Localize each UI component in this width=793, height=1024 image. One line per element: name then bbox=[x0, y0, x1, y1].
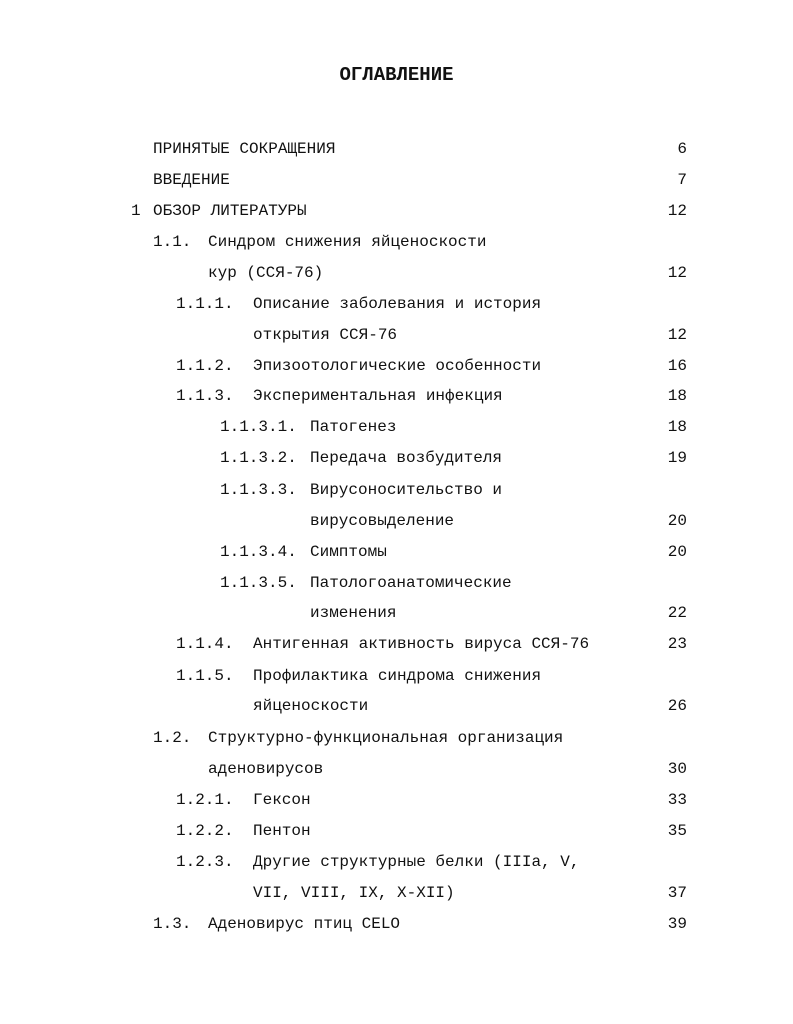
toc-entry-text: ВВЕДЕНИЕ bbox=[153, 171, 230, 189]
toc-entry-text: Патологоанатомические bbox=[310, 574, 512, 592]
toc-entry-text: Описание заболевания и история bbox=[253, 295, 542, 313]
toc-page-number: 12 bbox=[667, 326, 687, 344]
toc-entry-text: Эпизоотологические особенности bbox=[253, 357, 542, 375]
toc-page-number: 30 bbox=[667, 760, 687, 778]
toc-entry-text: Антигенная активность вируса ССЯ-76 bbox=[253, 635, 590, 653]
toc-page-number: 23 bbox=[667, 635, 687, 653]
toc-entry-text: Аденовирус птиц CELO bbox=[208, 915, 401, 933]
toc-entry-text: Профилактика синдрома снижения bbox=[253, 667, 542, 685]
toc-page-number: 19 bbox=[667, 449, 687, 467]
toc-entry-text: Гексон bbox=[253, 791, 311, 809]
toc-entry-number: 1.2. bbox=[153, 729, 192, 747]
toc-entry-text: Синдром снижения яйценоскости bbox=[208, 233, 487, 251]
toc-page-number: 20 bbox=[667, 543, 687, 561]
toc-entry-number: 1.1.5. bbox=[176, 667, 234, 685]
toc-entry-text: Вирусоносительство и bbox=[310, 481, 503, 499]
toc-entry-text-cont: VII, VIII, IX, X-XII) bbox=[253, 884, 455, 902]
toc-entry-text: Экспериментальная инфекция bbox=[253, 387, 503, 405]
toc-entry-number: 1.2.1. bbox=[176, 791, 234, 809]
toc-entry-number: 1.1.1. bbox=[176, 295, 234, 313]
toc-entry-number: 1.3. bbox=[153, 915, 192, 933]
toc-page-number: 6 bbox=[677, 140, 687, 158]
toc-page-number: 12 bbox=[667, 264, 687, 282]
toc-entry-text: Патогенез bbox=[310, 418, 397, 436]
toc-entry-text-cont: вирусовыделение bbox=[310, 512, 455, 530]
toc-page-number: 18 bbox=[667, 387, 687, 405]
toc-page-number: 12 bbox=[667, 202, 687, 220]
toc-entry-number: 1.1.3.3. bbox=[220, 481, 297, 499]
toc-entry-text: ПРИНЯТЫЕ СОКРАЩЕНИЯ bbox=[153, 140, 336, 158]
toc-page-number: 35 bbox=[667, 822, 687, 840]
toc-page-number: 18 bbox=[667, 418, 687, 436]
toc-page-number: 39 bbox=[667, 915, 687, 933]
toc-entry-number: 1.1.3.2. bbox=[220, 449, 297, 467]
toc-entry-number: 1.1. bbox=[153, 233, 192, 251]
toc-page-number: 20 bbox=[667, 512, 687, 530]
toc-entry-text: Симптомы bbox=[310, 543, 387, 561]
toc-entry-number: 1.1.3.5. bbox=[220, 574, 297, 592]
toc-entry-text-cont: открытия ССЯ-76 bbox=[253, 326, 398, 344]
toc-page-number: 26 bbox=[667, 697, 687, 715]
toc-entry-text: Другие структурные белки (IIIa, V, bbox=[253, 853, 580, 871]
toc-page-number: 22 bbox=[667, 604, 687, 622]
toc-entry-text: Структурно-функциональная организация bbox=[208, 729, 564, 747]
toc-page-number: 37 bbox=[667, 884, 687, 902]
toc-entry-number: 1.1.3. bbox=[176, 387, 234, 405]
toc-page-number: 7 bbox=[677, 171, 687, 189]
toc-entry-text: Пентон bbox=[253, 822, 311, 840]
toc-entry-text-cont: аденовирусов bbox=[208, 760, 324, 778]
toc-entry-text: Передача возбудителя bbox=[310, 449, 503, 467]
toc-entry-text-cont: яйценоскости bbox=[253, 697, 369, 715]
toc-entry-text-cont: изменения bbox=[310, 604, 397, 622]
toc-entry-text: ОБЗОР ЛИТЕРАТУРЫ bbox=[153, 202, 307, 220]
toc-entry-number: 1.1.3.1. bbox=[220, 418, 297, 436]
toc-entry-number: 1.1.2. bbox=[176, 357, 234, 375]
toc-entry-text-cont: кур (ССЯ-76) bbox=[208, 264, 324, 282]
toc-entry-number: 1 bbox=[131, 202, 141, 220]
toc-entry-number: 1.2.3. bbox=[176, 853, 234, 871]
toc-entry-number: 1.2.2. bbox=[176, 822, 234, 840]
toc-entry-number: 1.1.4. bbox=[176, 635, 234, 653]
toc-page-number: 33 bbox=[667, 791, 687, 809]
page-title: ОГЛАВЛЕНИЕ bbox=[339, 64, 454, 86]
toc-entry-number: 1.1.3.4. bbox=[220, 543, 297, 561]
toc-page-number: 16 bbox=[667, 357, 687, 375]
